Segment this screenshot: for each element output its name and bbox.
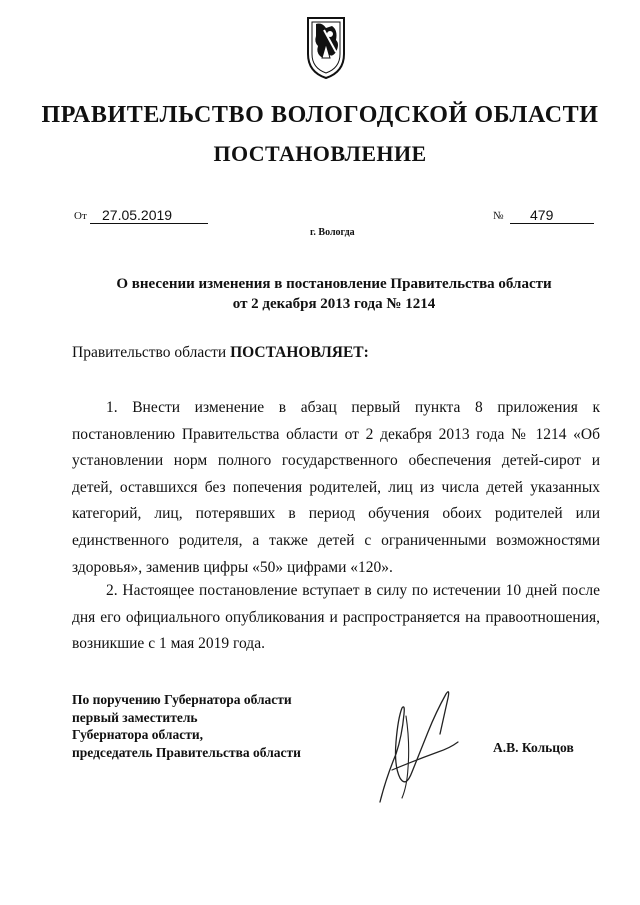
signer-block	[72, 691, 301, 761]
number-prefix-label: №	[493, 210, 504, 222]
document-type-heading: ПОСТАНОВЛЕНИЕ	[213, 141, 427, 166]
decree-line	[72, 343, 369, 363]
handwritten-signature-icon	[362, 682, 474, 810]
city-label: г. Вологда	[310, 227, 355, 238]
signer-name: А.В. Кольцов	[493, 740, 574, 755]
document-title-line-1: О внесении изменения в постановление Правительства области	[116, 276, 552, 292]
body-paragraph-1: 1. Внести изменение в абзац первый пункта 8 приложения к постановлению Правительства области от 2 декабря 2013 года № 1214 «Об установлении норм полного государственного обеспечения детей-сирот и детей, оставшихся без попечения родителей, лиц из числа детей указанных категорий, лиц, потерявших в период обучения обоих родителей или единственного родителя, а также детей с ограниченными возможностями здоровья», заменив цифры «50» цифрами «120».	[72, 399, 600, 576]
date-prefix-label: От	[74, 210, 87, 222]
document-title-line-2: от 2 декабря 2013 года № 1214	[232, 296, 436, 312]
signer-line-4: председатель Правительства области	[72, 744, 301, 760]
decree-verb: ПОСТАНОВЛЯЕТ:	[230, 344, 369, 361]
document-date: 27.05.2019	[90, 207, 208, 224]
decree-subject: Правительство области	[72, 344, 227, 361]
document-number: 479	[510, 207, 594, 224]
authority-heading: ПРАВИТЕЛЬСТВО ВОЛОГОДСКОЙ ОБЛАСТИ	[41, 102, 599, 128]
signer-line-1: По поручению Губернатора области	[72, 692, 292, 707]
signer-line-3: Губернатора области,	[72, 727, 203, 742]
vologda-coat-of-arms-icon	[302, 14, 350, 82]
body-paragraph-2: 2. Настоящее постановление вступает в силу по истечении 10 дней после дня его официального опубликования и распространяется на правоотношения, возникшие с 1 мая 2019 года.	[72, 582, 600, 653]
document-title	[80, 274, 588, 314]
signer-line-2: первый заместитель	[72, 709, 198, 725]
